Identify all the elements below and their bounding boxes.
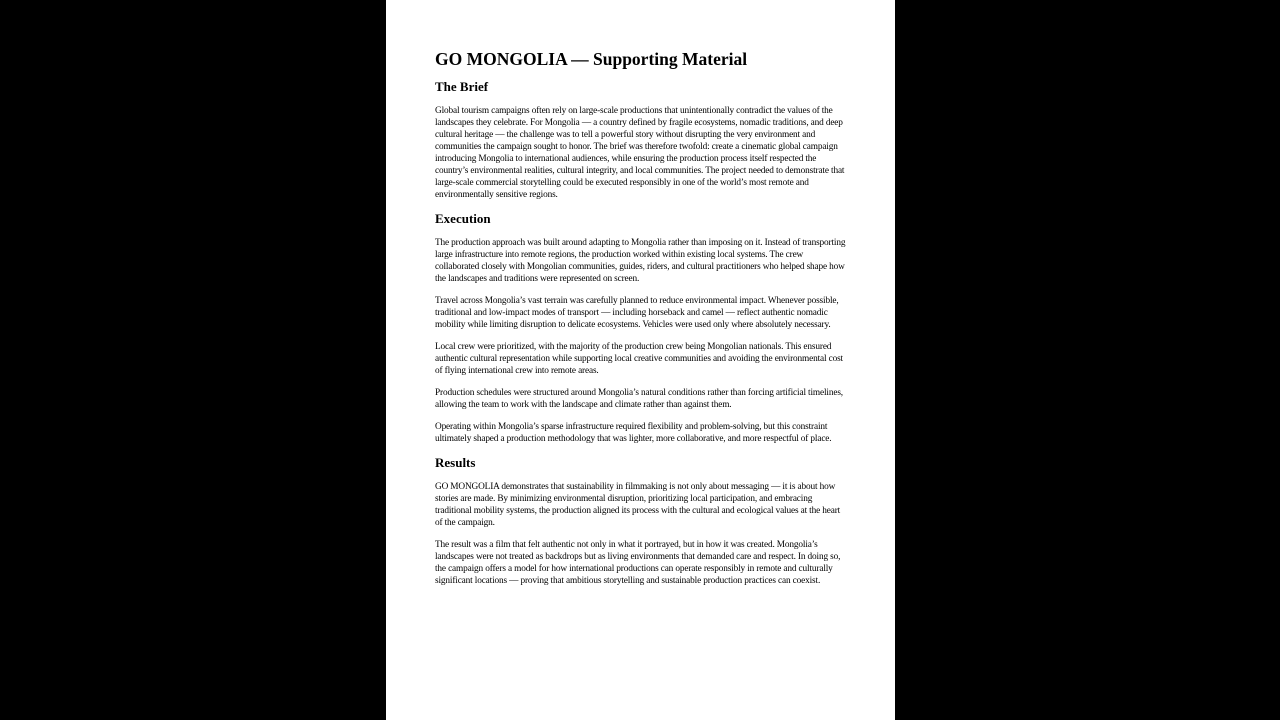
execution-paragraph-4: Production schedules were structured around Mongolia’s natural conditions rather than forcing artificial timelines, allowing the team to work with the landscape and climate rather than against them. <box>435 388 843 410</box>
document-page <box>386 0 895 720</box>
section-results <box>435 455 847 587</box>
execution-paragraph-1: The production approach was built around adapting to Mongolia rather than imposing on it. Instead of transporting large infrastructure into remote regions, the production worked within existing local systems. The crew collaborated closely with Mongolian communities, guides, riders, and cultural practitioners who helped shape how the landscapes and traditions were represented on screen. <box>435 238 846 284</box>
results-paragraph-1: GO MONGOLIA demonstrates that sustainability in filmmaking is not only about messaging — it is about how stories are made. By minimizing environmental disruption, prioritizing local participation, and embracing traditional mobility systems, the production aligned its process with the cultural and ecological values at the heart of the campaign. <box>435 482 841 528</box>
section-heading-brief: The Brief <box>435 79 489 94</box>
page-content <box>435 48 847 597</box>
section-brief <box>435 79 847 201</box>
document-title: GO MONGOLIA — Supporting Material <box>435 49 748 69</box>
section-execution <box>435 211 847 445</box>
section-heading-results: Results <box>435 455 476 470</box>
results-paragraph-2: The result was a film that felt authentic not only in what it portrayed, but in how it was created. Mongolia’s landscapes were not treated as backdrops but as living environments that demanded care and respect. In doing so, the campaign offers a model for how international productions can operate responsibly in remote and culturally significant locations — proving that ambitious storytelling and sustainable production practices can coexist. <box>435 540 841 586</box>
execution-paragraph-3: Local crew were prioritized, with the majority of the production crew being Mongolian nationals. This ensured authentic cultural representation while supporting local creative communities and avoiding the environmental cost of flying international crew into remote areas. <box>435 342 843 376</box>
execution-paragraph-5: Operating within Mongolia’s sparse infrastructure required flexibility and problem-solving, but this constraint ultimately shaped a production methodology that was lighter, more collaborative, and more respectful of place. <box>435 422 832 444</box>
execution-paragraph-2: Travel across Mongolia’s vast terrain was carefully planned to reduce environmental impact. Whenever possible, traditional and low-impact modes of transport — including horseback and camel — reflect authentic nomadic mobility while limiting disruption to delicate ecosystems. Vehicles were used only where absolutely necessary. <box>435 296 839 330</box>
section-heading-execution: Execution <box>435 211 491 226</box>
brief-paragraph: Global tourism campaigns often rely on large-scale productions that unintentionally contradict the values of the landscapes they celebrate. For Mongolia — a country defined by fragile ecosystems, nomadic traditions, and deep cultural heritage — the challenge was to tell a powerful story without disrupting the very environment and communities the campaign sought to honor. The brief was therefore twofold: create a cinematic global campaign introducing Mongolia to international audiences, while ensuring the production process itself respected the country’s environmental realities, cultural integrity, and local communities. The project needed to demonstrate that large-scale commercial storytelling could be executed responsibly in one of the world’s most remote and environmentally sensitive regions. <box>435 106 845 200</box>
